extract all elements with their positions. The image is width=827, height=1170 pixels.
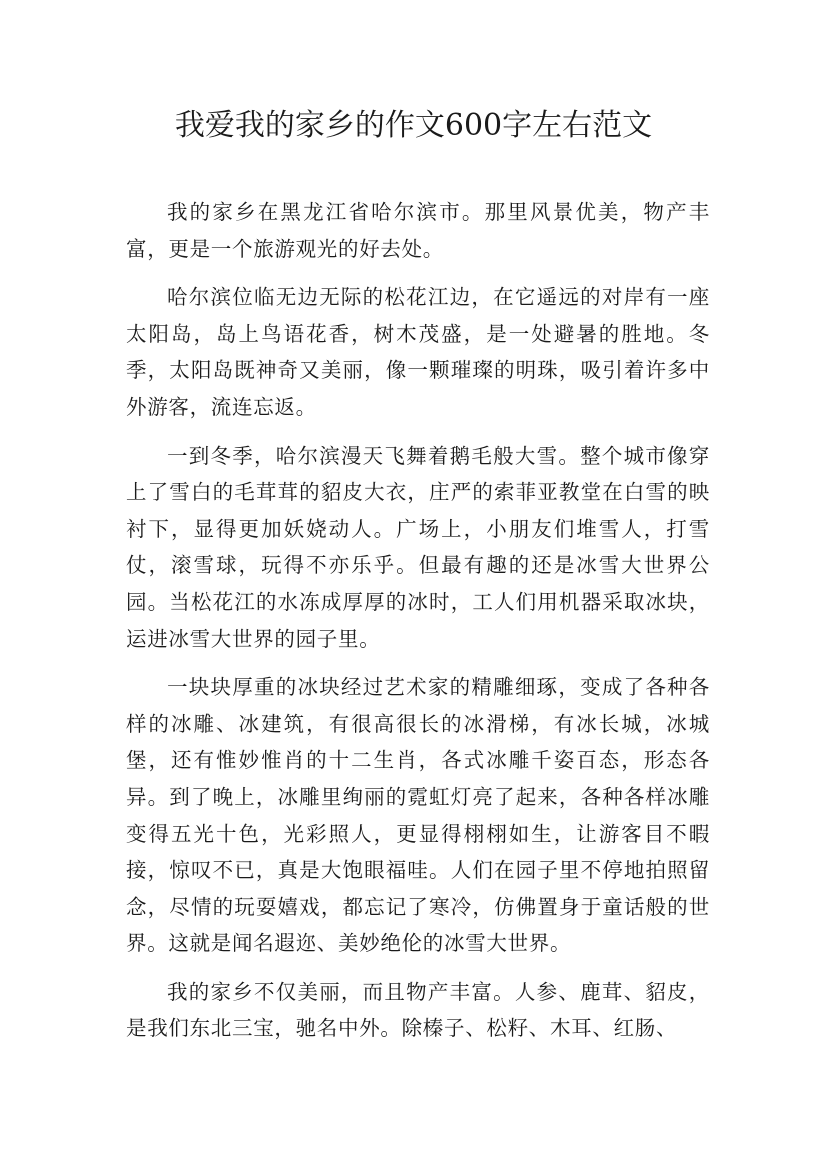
paragraph: 哈尔滨位临无边无际的松花江边，在它遥远的对岸有一座太阳岛，岛上鸟语花香，树木茂盛，是一处避暑的胜地。冬季，太阳岛既神奇又美丽，像一颗璀璨的明珠，吸引着许多中外游客，流连忘返。 xyxy=(126,285,710,419)
paragraph: 一块块厚重的冰块经过艺术家的精雕细琢，变成了各种各样的冰雕、冰建筑，有很高很长的冰滑梯，有冰长城，冰城堡，还有惟妙惟肖的十二生肖，各式冰雕千姿百态，形态各异。到了晚上，冰雕里绚丽的霓虹灯亮了起来，各种各样冰雕变得五光十色，光彩照人，更显得栩栩如生，让游客目不暇接，惊叹不已，真是大饱眼福哇。人们在园子里不停地拍照留念，尽情的玩耍嬉戏，都忘记了寒冷，仿佛置身于童话般的世界。这就是闻名遐迩、美妙绝伦的冰雪大世界。 xyxy=(126,675,710,956)
document-title: 我爱我的家乡的作文600字左右范文 xyxy=(174,108,653,143)
paragraph: 我的家乡在黑龙江省哈尔滨市。那里风景优美，物产丰富，更是一个旅游观光的好去处。 xyxy=(126,200,710,261)
paragraph: 一到冬季，哈尔滨漫天飞舞着鹅毛般大雪。整个城市像穿上了雪白的毛茸茸的貂皮大衣，庄严的索菲亚教堂在白雪的映衬下，显得更加妖娆动人。广场上，小朋友们堆雪人，打雪仗，滚雪球，玩得不亦乐乎。但最有趣的还是冰雪大世界公园。当松花江的水冻成厚厚的冰时，工人们用机器采取冰块，运进冰雪大世界的园子里。 xyxy=(126,443,710,651)
document-body xyxy=(126,194,710,1059)
paragraph: 我的家乡不仅美丽，而且物产丰富。人参、鹿茸、貂皮，是我们东北三宝，驰名中外。除榛子、松籽、木耳、红肠、 xyxy=(126,979,710,1041)
